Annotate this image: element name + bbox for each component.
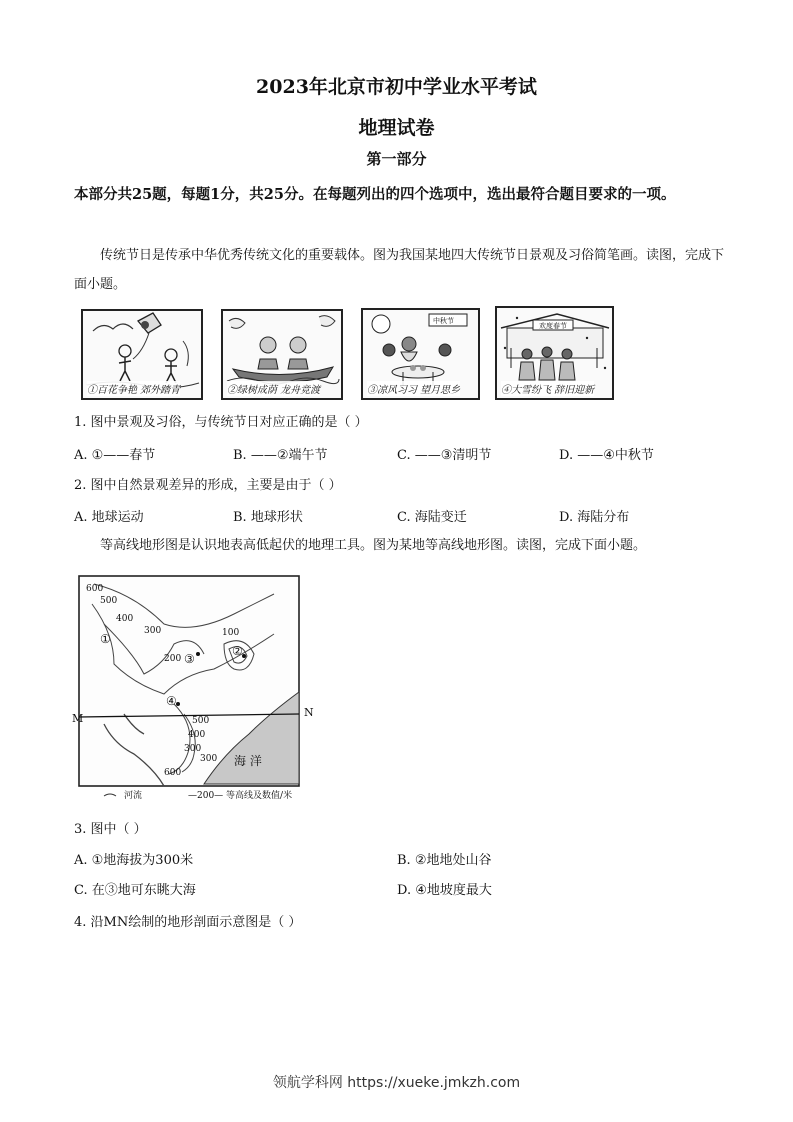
- passage-festivals: 传统节日是传承中华优秀传统文化的重要载体。图为我国某地四大传统节日景观及习俗简笔画。读图，完成下面小题。: [74, 248, 725, 292]
- contour-label: 300: [144, 626, 162, 636]
- picture-summer: [221, 309, 343, 400]
- picture-sign: 欢度春节: [539, 322, 567, 330]
- legend-river: 河流: [124, 791, 143, 801]
- contour-label: 400: [116, 614, 134, 624]
- contour-label: 500: [100, 596, 118, 606]
- q2-option-b[interactable]: B. 地球形状: [233, 510, 303, 525]
- q1-option-d[interactable]: D. ——④中秋节: [559, 448, 654, 463]
- q2-option-c[interactable]: C. 海陆变迁: [397, 510, 467, 525]
- point-4-label: ④: [166, 694, 177, 708]
- contour-label: 600: [164, 768, 182, 778]
- q2-option-d[interactable]: D. 海陆分布: [559, 510, 630, 525]
- contour-label: 400: [188, 730, 206, 740]
- picture-autumn: [361, 308, 480, 400]
- q3-option-b[interactable]: B. ②地地处山谷: [397, 853, 492, 868]
- question-2: 2. 图中自然景观差异的形成，主要是由于（ ）: [74, 478, 342, 493]
- q2-option-a[interactable]: A. 地球运动: [74, 510, 144, 525]
- picture-caption: ④大雪纷飞 辞旧迎新: [501, 381, 594, 396]
- contour-label: 300: [200, 754, 218, 764]
- footer-watermark: 领航学科网 https://xueke.jmkzh.com: [272, 1075, 521, 1091]
- contour-label: 500: [192, 716, 210, 726]
- q1-option-b[interactable]: B. ——②端午节: [233, 448, 328, 463]
- contour-label: 200: [164, 654, 182, 664]
- picture-caption: ③凉风习习 望月思乡: [367, 381, 460, 396]
- point-1-label: ①: [100, 632, 111, 646]
- contour-label: 600: [86, 584, 104, 594]
- point-3-label: ③: [184, 652, 195, 666]
- contour-label: 100: [222, 628, 240, 638]
- picture-spring: [81, 309, 203, 400]
- exam-title: 2023年北京市初中学业水平考试: [256, 76, 537, 98]
- subject-title: 地理试卷: [358, 117, 435, 139]
- contour-label: 300: [184, 744, 202, 754]
- picture-winter: [495, 306, 614, 400]
- part-title: 第一部分: [366, 150, 427, 168]
- q1-option-c[interactable]: C. ——③清明节: [397, 448, 492, 463]
- label-m: M: [72, 712, 84, 725]
- q3-option-a[interactable]: A. ①地海拔为300米: [74, 853, 194, 868]
- q3-option-c[interactable]: C. 在③地可东眺大海: [74, 883, 196, 898]
- q3-option-d[interactable]: D. ④地坡度最大: [397, 883, 492, 898]
- picture-caption: ①百花争艳 郊外踏青: [87, 381, 180, 396]
- contour-map-figure: [74, 574, 302, 806]
- question-4: 4. 沿MN绘制的地形剖面示意图是（ ）: [74, 915, 302, 930]
- point-2-label: ②: [232, 644, 243, 658]
- sea-label: 海 洋: [234, 754, 262, 768]
- passage-contour: 等高线地形图是认识地表高低起伏的地理工具。图为某地等高线地形图。读图，完成下面小题。: [100, 538, 647, 553]
- question-1: 1. 图中景观及习俗，与传统节日对应正确的是（ ）: [74, 415, 368, 430]
- contour-map: [72, 574, 314, 806]
- label-n: N: [304, 706, 314, 719]
- instructions: 本部分共25题，每题1分，共25分。在每题列出的四个选项中，选出最符合题目要求的一项。: [74, 186, 676, 203]
- picture-sign: 中秋节: [433, 317, 454, 325]
- question-3: 3. 图中（ ）: [74, 822, 147, 837]
- q1-option-a[interactable]: A. ①——春节: [74, 448, 156, 463]
- picture-caption: ②绿树成荫 龙舟竞渡: [227, 381, 320, 396]
- legend-contour: —200— 等高线及数值/米: [188, 791, 293, 801]
